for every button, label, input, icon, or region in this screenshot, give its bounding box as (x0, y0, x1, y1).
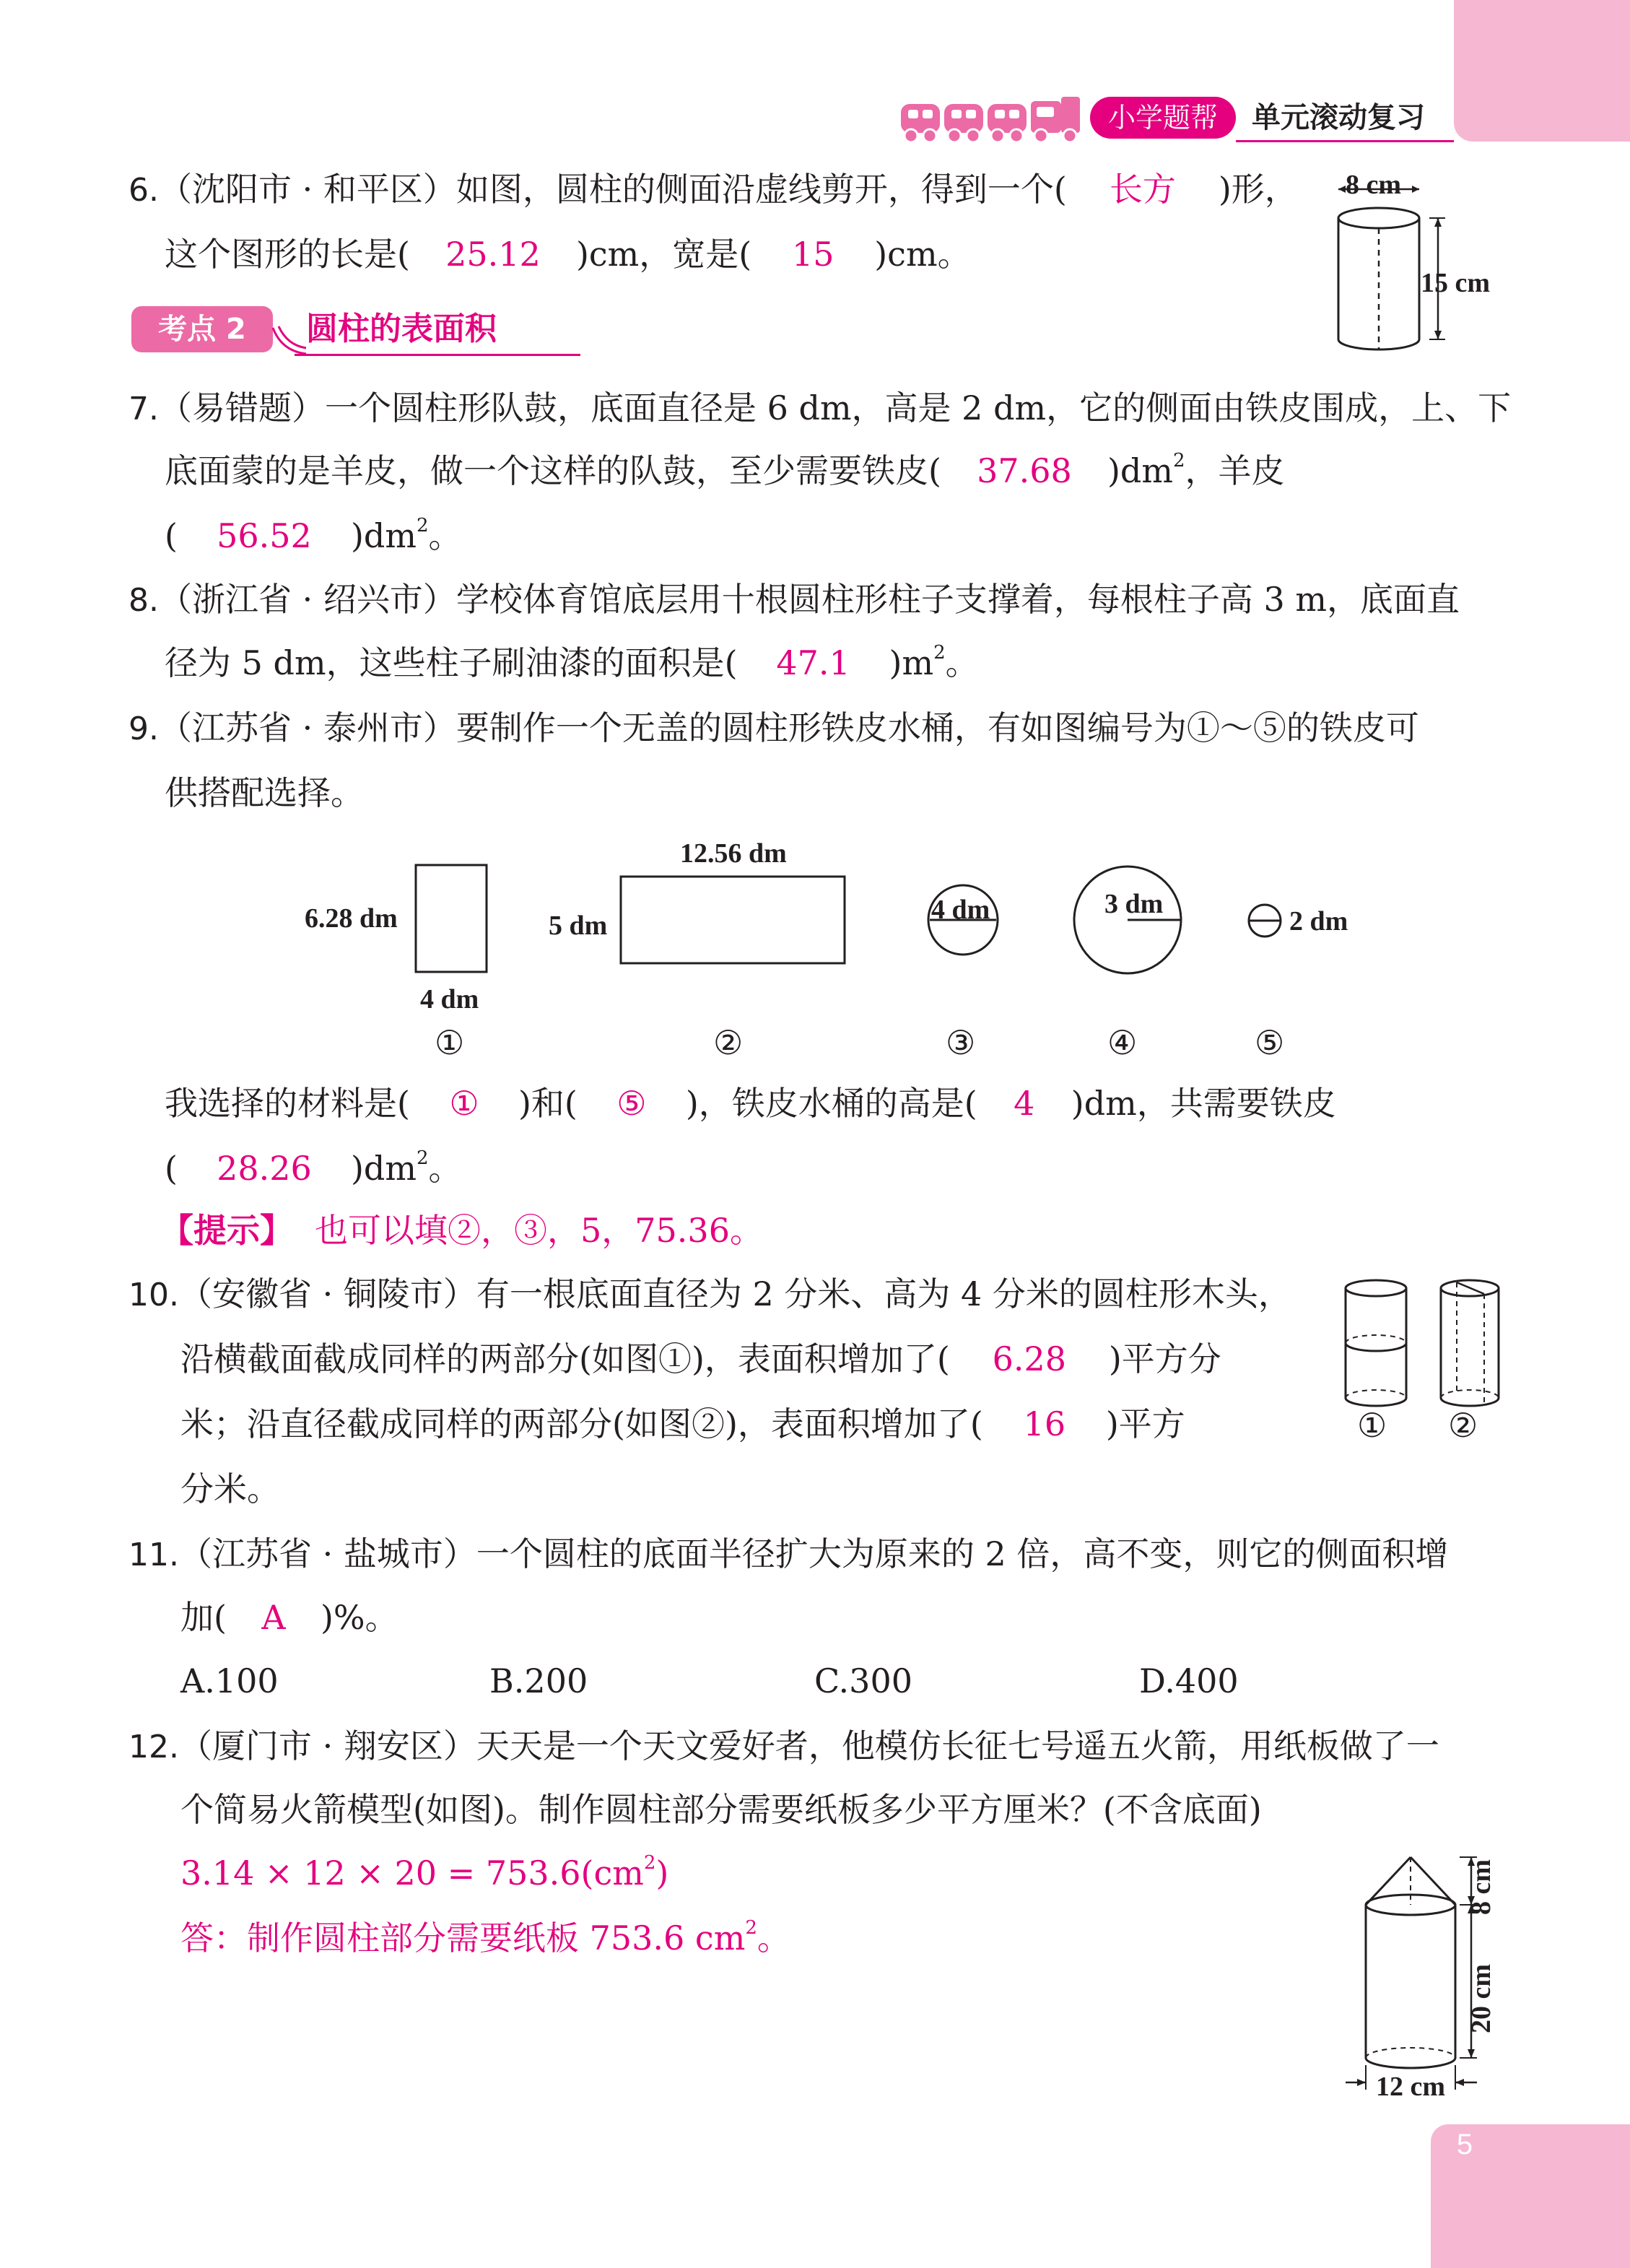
q12-fig-cylinder-label: 20 cm (1466, 1963, 1496, 2033)
q6-line1: 6.（沈阳市 · 和平区）如图，圆柱的侧面沿虚线剪开，得到一个( 长方 )形， (128, 168, 1298, 212)
train-icon (899, 90, 1083, 146)
q12-solution-2: 答：制作圆柱部分需要纸板 753.6 $cm^2$。 (180, 1917, 790, 1958)
q10-line4: 分米。 (180, 1469, 280, 1508)
q11-option-d: D.400 (1139, 1661, 1239, 1700)
q9-answer-2: ⑤ (616, 1084, 647, 1123)
q9-answer-line1: 我选择的材料是( ① )和( ⑤ )，铁皮水桶的高是( 4 )dm，共需要铁皮 (165, 1082, 1336, 1125)
q7-answer-1: 37.68 (977, 451, 1072, 490)
q9-m1-width-label: 4 dm (420, 984, 479, 1014)
q9-line1: 9.（江苏省 · 泰州市）要制作一个无盖的圆柱形铁皮水桶，有如图编号为①～⑤的铁皮可 (128, 708, 1419, 747)
q7-line3: ( 56.52 )$dm^2$。 (165, 514, 462, 557)
q12-line1: 12.（厦门市 · 翔安区）天天是一个天文爱好者，他模仿长征七号遥五火箭，用纸板做了一 (128, 1726, 1439, 1765)
q6-fig-top-label: 8 cm (1346, 170, 1402, 200)
q6-answer-3: 15 (791, 235, 834, 274)
q8-answer-1: 47.1 (776, 643, 850, 682)
q9-m2-length-label: 12.56 dm (680, 838, 787, 869)
q7-answer-2: 56.52 (217, 516, 312, 555)
q12-fig-base-label: 12 cm (1376, 2072, 1446, 2102)
q10-fig-label-1: ① (1357, 1406, 1387, 1445)
section-badge: 考点 2 (131, 306, 273, 352)
q9-fig-label-4: ④ (1107, 1023, 1138, 1062)
q10-fig-label-2: ② (1448, 1406, 1478, 1445)
q7-line1: 7.（易错题）一个圆柱形队鼓，底面直径是 6 dm，高是 2 dm，它的侧面由铁皮围成，上、下 (128, 388, 1512, 427)
q6-line2: 这个图形的长是( 25.12 )cm，宽是( 15 )cm。 (165, 233, 971, 276)
q9-fig-label-5: ⑤ (1255, 1023, 1285, 1062)
q6-answer-2: 25.12 (445, 235, 541, 274)
q11-option-c: C.300 (814, 1661, 912, 1700)
q9-fig-label-2: ② (713, 1023, 744, 1062)
q9-material-5-circle (1243, 903, 1286, 939)
q9-answer-4: 28.26 (217, 1149, 312, 1188)
q10-cylinder-figures (1335, 1272, 1509, 1409)
header-pink-tab (1454, 0, 1630, 142)
q9-answer-3: 4 (1014, 1084, 1035, 1123)
brand-subtitle: 单元滚动复习 (1252, 101, 1425, 134)
q9-m4-label: 3 dm (1104, 889, 1164, 919)
q6-answer-1: 长方 (1109, 170, 1176, 209)
q11-line1: 11.（江苏省 · 盐城市）一个圆柱的底面半径扩大为原来的 2 倍，高不变，则它的侧面积增 (128, 1534, 1449, 1573)
q9-m3-label: 4 dm (931, 895, 990, 925)
section-swoosh-icon (270, 323, 308, 355)
q12-solution-1: $3.14 \times 12 \times 20 = 753.6(cm^2)$ (180, 1852, 669, 1893)
header-rule (1236, 140, 1454, 142)
q10-answer-2: 16 (1023, 1404, 1066, 1443)
q11-option-a: A.100 (180, 1661, 279, 1700)
q12-fig-cone-label: 8 cm (1466, 1859, 1496, 1915)
q9-hint: 【提示】 也可以填②，③，5，75.36。 (160, 1211, 763, 1250)
q8-line1: 8.（浙江省 · 绍兴市）学校体育馆底层用十根圆柱形柱子支撑着，每根柱子高 3 m，底面直 (128, 580, 1460, 619)
page-number: 5 (1456, 2129, 1473, 2160)
q9-answer-1: ① (449, 1084, 479, 1123)
q9-m1-height-label: 6.28 dm (305, 903, 398, 934)
q6-fig-side-label: 15 cm (1421, 268, 1491, 298)
q11-answer-1: A (261, 1598, 286, 1637)
q8-line2: 径为 5 dm，这些柱子刷油漆的面积是( 47.1 )$m^2$。 (165, 641, 979, 685)
q10-line2: 沿横截面截成同样的两部分(如图①)，表面积增加了( 6.28 )平方分 (180, 1337, 1221, 1381)
q9-fig-label-3: ③ (946, 1023, 976, 1062)
q9-m2-height-label: 5 dm (549, 911, 608, 941)
q10-line1: 10.（安徽省 · 铜陵市）有一根底面直径为 2 分米、高为 4 分米的圆柱形木头， (128, 1274, 1291, 1313)
section-rule (295, 354, 580, 356)
q11-line2: 加( A )%。 (180, 1596, 398, 1639)
q9-answer-line2: ( 28.26 )$dm^2$。 (165, 1147, 462, 1190)
q9-line2: 供搭配选择。 (165, 773, 364, 812)
q11-option-b: B.200 (489, 1661, 588, 1700)
q10-answer-1: 6.28 (992, 1339, 1067, 1378)
q12-line2: 个简易火箭模型(如图)。制作圆柱部分需要纸板多少平方厘米？(不含底面) (180, 1790, 1262, 1829)
section-title: 圆柱的表面积 (306, 310, 497, 347)
q9-fig-label-1: ① (435, 1023, 465, 1062)
q10-line3: 米；沿直径截成同样的两部分(如图②)，表面积增加了( 16 )平方 (180, 1402, 1185, 1446)
q9-m5-label: 2 dm (1289, 906, 1348, 937)
q7-line2: 底面蒙的是羊皮，做一个这样的队鼓，至少需要铁皮( 37.68 )$dm^2$，羊皮 (165, 449, 1285, 492)
brand-badge: 小学题帮 (1090, 97, 1236, 139)
